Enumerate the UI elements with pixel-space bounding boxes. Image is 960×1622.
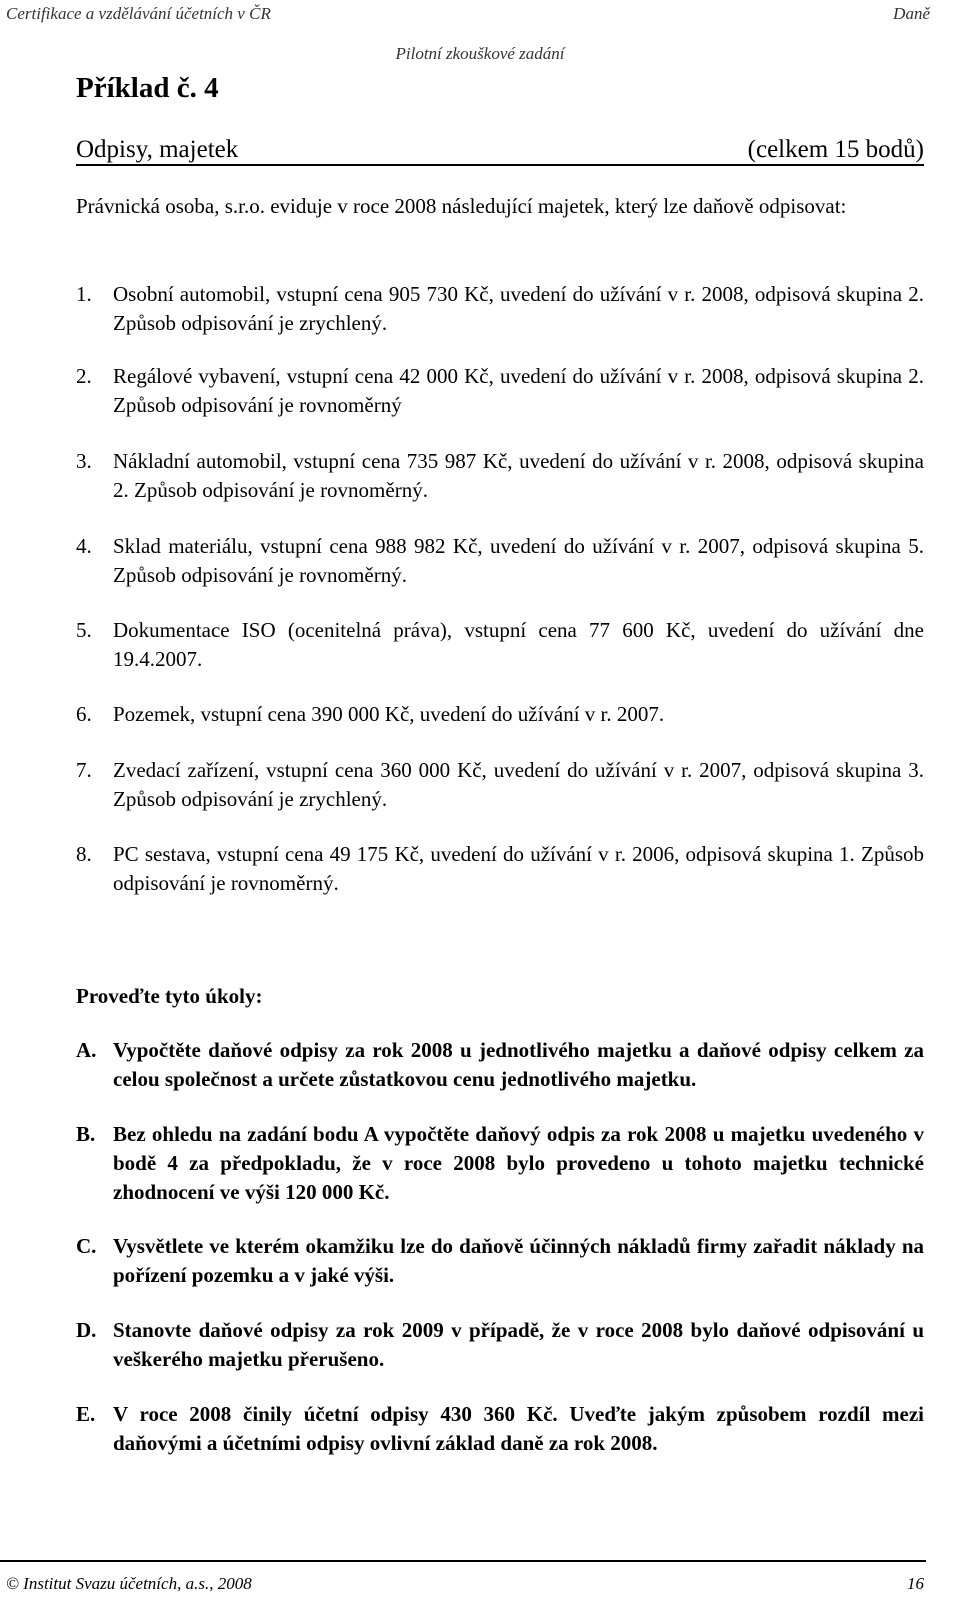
list-item <box>76 616 924 674</box>
intro-paragraph: Právnická osoba, s.r.o. eviduje v roce 2008 následující majetek, který lze daňově odpisovat: <box>76 194 847 218</box>
list-item-text: Sklad materiálu, vstupní cena 988 982 Kč, uvedení do užívání v r. 2007, odpisová skupina 5. Způsob odpisování je rovnoměrný. <box>113 534 924 587</box>
task-text: Vypočtěte daňové odpisy za rok 2008 u jednotlivého majetku a daňové odpisy celkem za celou společnost a určete zůstatkovou cenu jednotlivého majetku. <box>113 1038 924 1091</box>
task-letter: D. <box>76 1318 97 1342</box>
list-item-text: Dokumentace ISO (ocenitelná práva), vstupní cena 77 600 Kč, uvedení do užívání dne 19.4.2007. <box>113 618 924 671</box>
task-item <box>76 1232 924 1290</box>
task-text: V roce 2008 činily účetní odpisy 430 360 Kč. Uveďte jakým způsobem rozdíl mezi daňovými a účetními odpisy ovlivní základ daně za rok 2008. <box>113 1402 924 1455</box>
header-left: Certifikace a vzdělávání účetních v ČR <box>6 4 271 23</box>
list-item-text: Zvedací zařízení, vstupní cena 360 000 Kč, uvedení do užívání v r. 2007, odpisová skupina 3. Způsob odpisování je zrychlený. <box>113 758 924 811</box>
list-item-number: 7. <box>76 758 92 782</box>
list-item-text: Nákladní automobil, vstupní cena 735 987 Kč, uvedení do užívání v r. 2008, odpisová skupina 2. Způsob odpisování je rovnoměrný. <box>113 449 924 502</box>
list-item-number: 6. <box>76 702 92 726</box>
task-letter: E. <box>76 1402 96 1426</box>
list-item <box>76 700 924 729</box>
list-item-number: 3. <box>76 449 92 473</box>
footer-divider <box>0 1560 926 1562</box>
list-item <box>76 280 924 338</box>
task-item <box>76 1120 924 1207</box>
footer-copyright: © Institut Svazu účetních, a.s., 2008 <box>6 1574 252 1593</box>
task-text: Bez ohledu na zadání bodu A vypočtěte daňový odpis za rok 2008 u majetku uvedeného v bodě 4 za předpokladu, že v roce 2008 bylo provedeno u tohoto majetku technické zhodnocení ve výši 120 000 Kč. <box>113 1122 924 1204</box>
header-center: Pilotní zkouškové zadání <box>395 44 565 63</box>
header-right: Daně <box>893 4 930 23</box>
list-item <box>76 362 924 420</box>
task-letter: C. <box>76 1234 97 1258</box>
task-item <box>76 1400 924 1458</box>
list-item <box>76 840 924 898</box>
list-item <box>76 447 924 505</box>
page-number: 16 <box>907 1574 924 1593</box>
section-heading-row <box>76 136 924 166</box>
tasks-heading: Proveďte tyto úkoly: <box>76 984 263 1008</box>
list-item-number: 8. <box>76 842 92 866</box>
list-item-text: PC sestava, vstupní cena 49 175 Kč, uvedení do užívání v r. 2006, odpisová skupina 1. Způsob odpisování je rovnoměrný. <box>113 842 924 895</box>
section-points: (celkem 15 bodů) <box>747 136 924 163</box>
task-letter: A. <box>76 1038 97 1062</box>
task-item <box>76 1036 924 1094</box>
list-item <box>76 532 924 590</box>
section-label: Odpisy, majetek <box>76 136 239 163</box>
list-item-text: Pozemek, vstupní cena 390 000 Kč, uvedení do užívání v r. 2007. <box>113 702 665 726</box>
page-title: Příklad č. 4 <box>76 72 219 104</box>
task-letter: B. <box>76 1122 96 1146</box>
list-item-text: Osobní automobil, vstupní cena 905 730 Kč, uvedení do užívání v r. 2008, odpisová skupina 2. Způsob odpisování je zrychlený. <box>113 282 924 335</box>
task-item <box>76 1316 924 1374</box>
list-item-number: 1. <box>76 282 92 306</box>
list-item-text: Regálové vybavení, vstupní cena 42 000 Kč, uvedení do užívání v r. 2008, odpisová skupina 2. Způsob odpisování je rovnoměrný <box>113 364 924 417</box>
list-item <box>76 756 924 814</box>
list-item-number: 5. <box>76 618 92 642</box>
task-text: Stanovte daňové odpisy za rok 2009 v případě, že v roce 2008 bylo daňové odpisování u veškerého majetku přerušeno. <box>113 1318 924 1371</box>
task-text: Vysvětlete ve kterém okamžiku lze do daňově účinných nákladů firmy zařadit náklady na pořízení pozemku a v jaké výši. <box>113 1234 924 1287</box>
list-item-number: 2. <box>76 364 92 388</box>
list-item-number: 4. <box>76 534 92 558</box>
